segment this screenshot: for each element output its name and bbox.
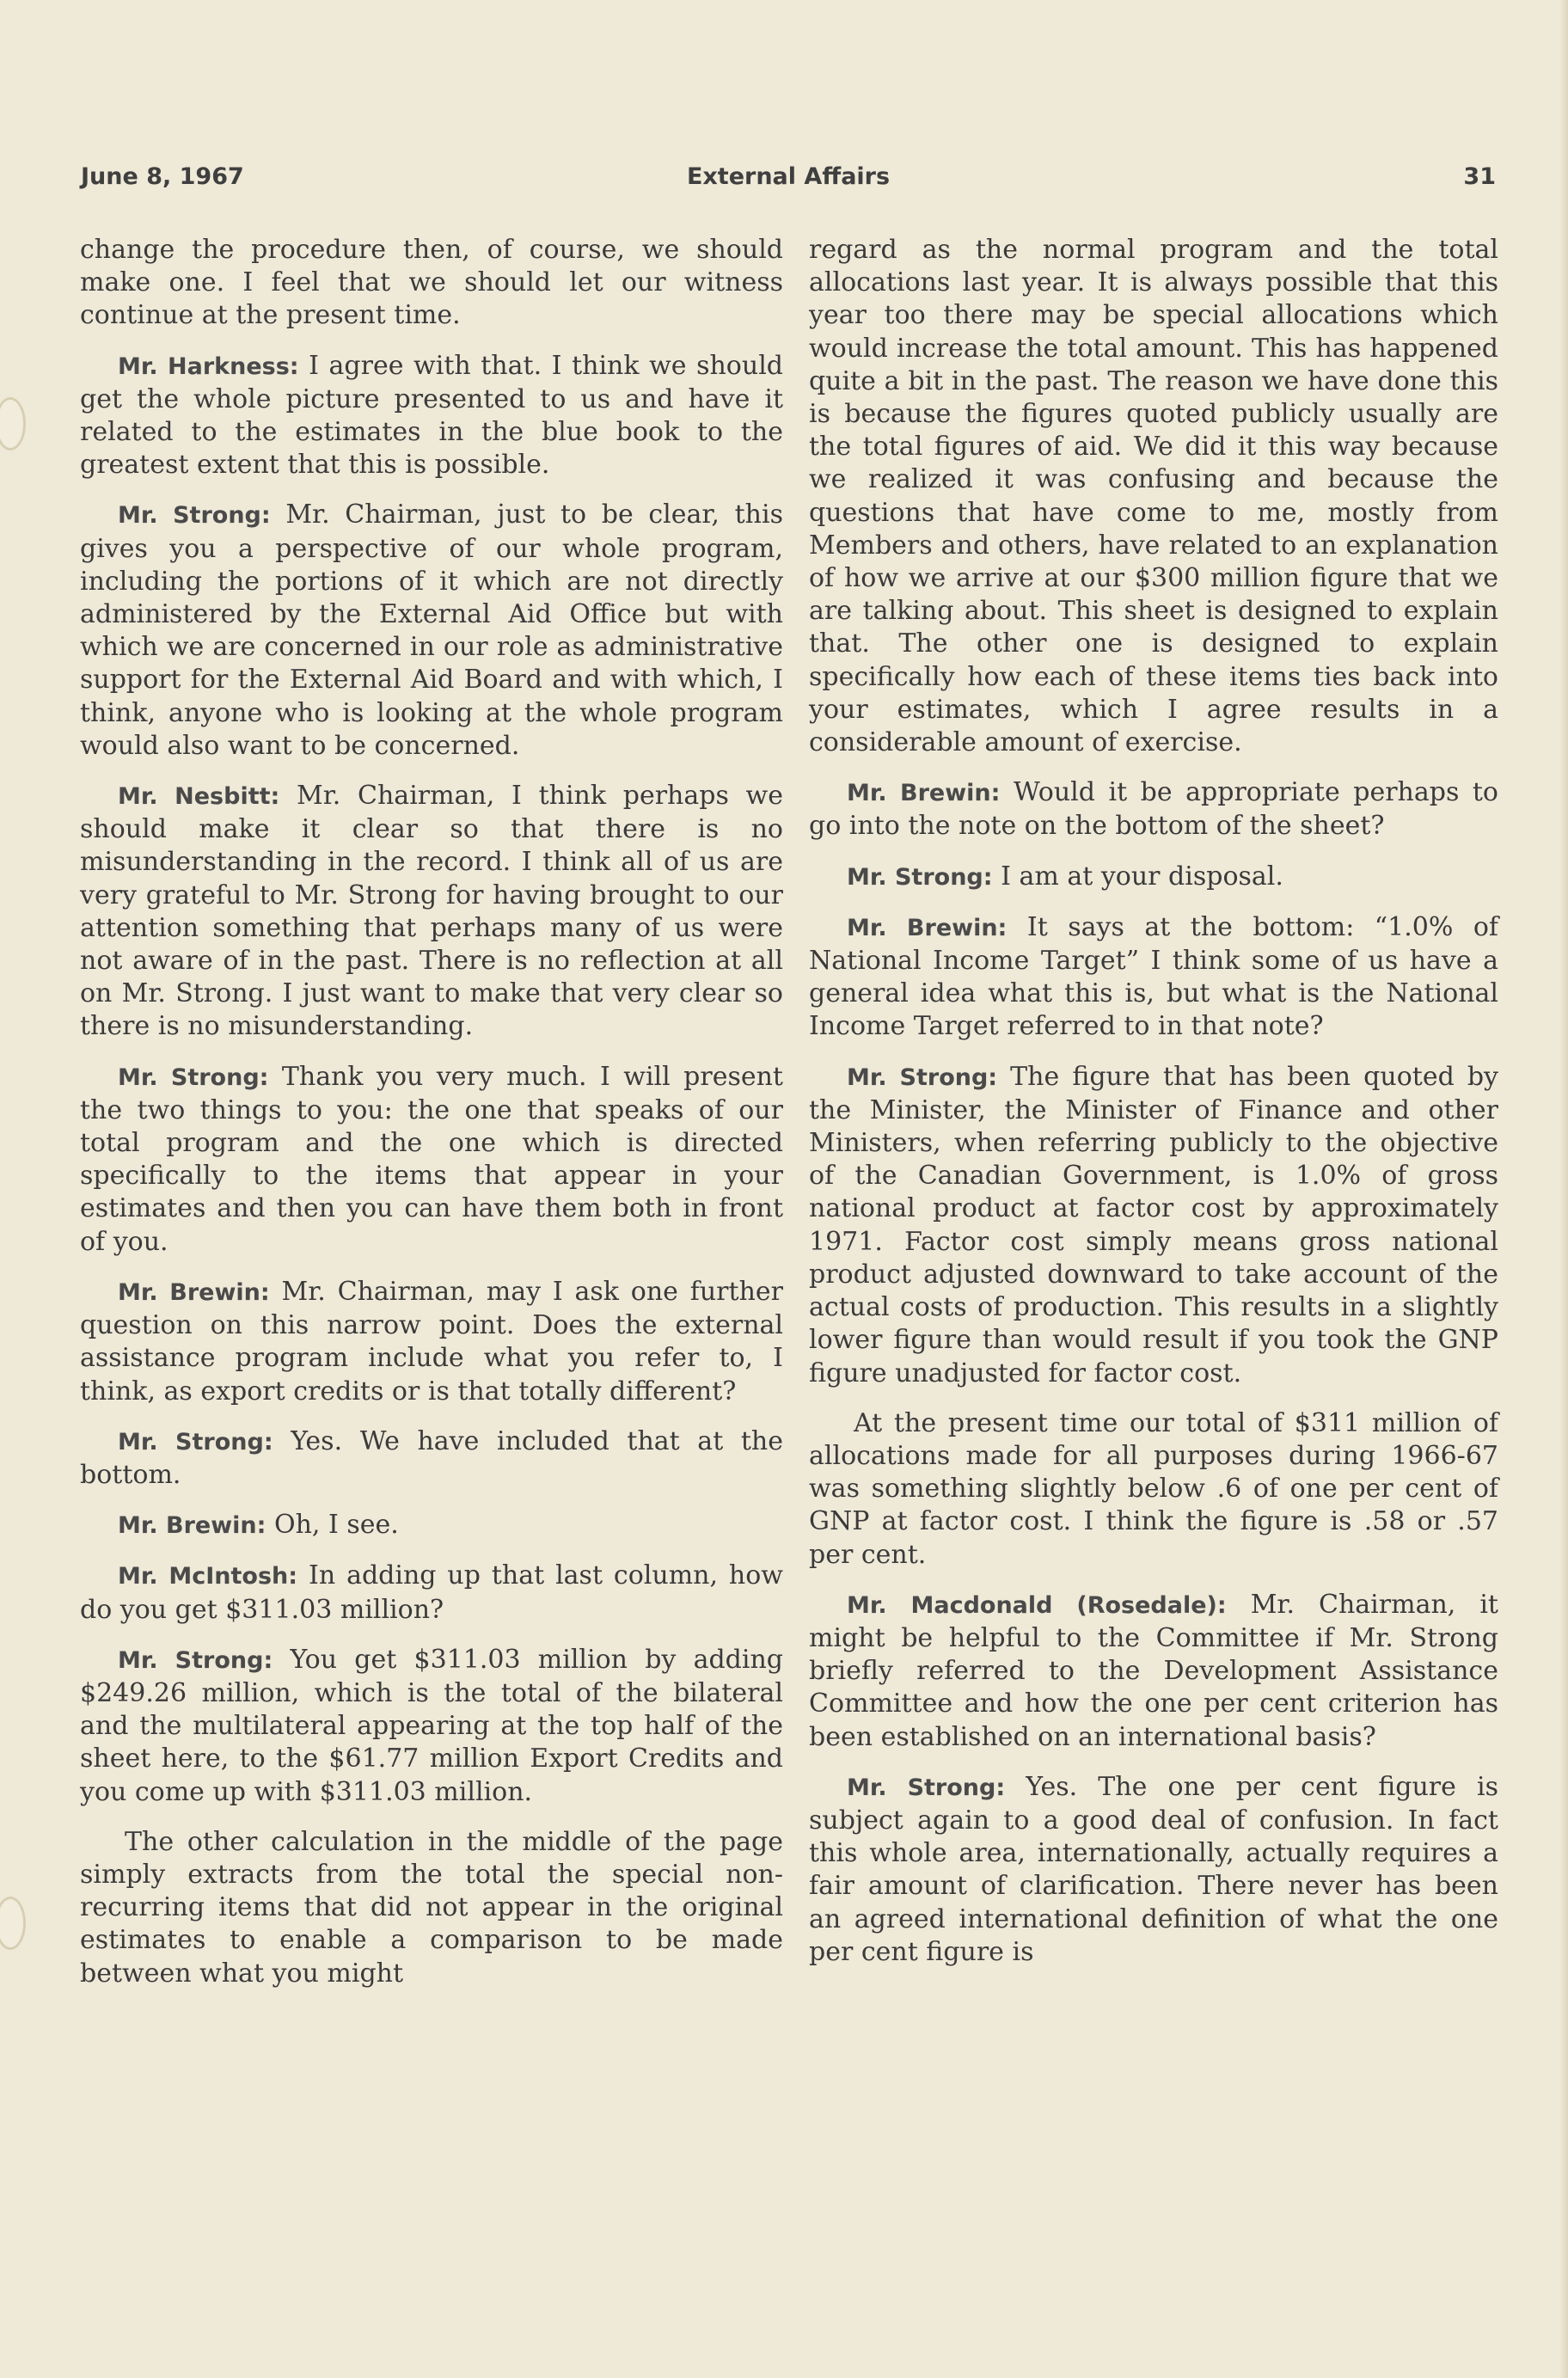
paragraph [809, 1407, 1498, 1572]
speaker-name: Mr. Strong: [118, 1428, 273, 1456]
paragraph-text: Yes. The one per cent figure is subject again to a good deal of confusion. In fact this whole area, internationally, actually requires a fair amount of clarification. There never has been an agreed international definition of what the one per cent figure is [809, 1771, 1498, 1967]
header-date: June 8, 1967 [81, 163, 244, 190]
left-column [80, 234, 783, 2007]
paragraph [80, 234, 783, 333]
paragraph-text: Mr. Chairman, it might be helpful to the Committee if Mr. Strong briefly referred to the Development Assistance Committee and how the one per cent criterion has been established on an international basis? [809, 1589, 1498, 1752]
paragraph-text: Mr. Chairman, I think perhaps we should make it clear so that there is no misunderstanding in the record. I think all of us are very grateful to Mr. Strong for having brought to our attention something that perhaps many of us were not aware of in the past. There is no reflection at all on Mr. Strong. I just want to make that very clear so there is no misunderstanding. [80, 781, 783, 1042]
paragraph [80, 1826, 783, 1990]
paragraph-text: You get $311.03 million by adding $249.26 million, which is the total of the bilateral and the multilateral appearing at the top half of the sheet here, to the $61.77 million Export Credits and you come up with $311.03 million. [80, 1644, 784, 1807]
speaker-name: Mr. Nesbitt: [118, 783, 280, 811]
paragraph [80, 1061, 783, 1259]
paragraph-text: It says at the bottom: “1.0% of National Income Target” I think some of us have a general idea what this is, but what is the National Income Target referred to in that note? [809, 911, 1498, 1042]
speaker-name: Mr. Strong: [847, 1063, 998, 1091]
paragraph-text: I agree with that. I think we should get the whole picture presented to us and have it related to the estimates in the blue book to the greatest extent that this is possible. [80, 350, 783, 481]
speaker-name: Mr. Strong: [118, 1646, 273, 1674]
paragraph [80, 1644, 783, 1809]
speaker-name: Mr. Macdonald (Rosedale): [847, 1591, 1227, 1619]
binding-hole [0, 397, 26, 450]
speaker-name: Mr. Harkness: [118, 352, 299, 380]
speaker-name: Mr. Brewin: [118, 1512, 266, 1540]
paragraph [80, 499, 783, 763]
paragraph-text: Mr. Chairman, may I ask one further question on this narrow point. Does the external assistance program include what you refer to, I think, as export credits or is that totally different? [80, 1276, 783, 1407]
speaker-name: Mr. Brewin: [847, 914, 1008, 941]
paragraph-text: At the present time our total of $311 million of allocations made for all purposes during 1966-67 was something slightly below .6 of one per cent of GNP at factor cost. I think the figure is .58 or .57 per cent. [809, 1407, 1498, 1570]
binding-hole [0, 1897, 26, 1950]
speaker-name: Mr. Strong: [118, 502, 271, 530]
paragraph [80, 780, 783, 1044]
speaker-name: Mr. Brewin: [847, 780, 1001, 807]
paragraph [809, 234, 1498, 759]
paragraph-text: Would it be appropriate perhaps to go into the note on the bottom of the sheet? [809, 777, 1498, 842]
paragraph-text: regard as the normal program and the total allocations last year. It is always possible that this year too there may be special allocations which would increase the total amount. This has happened quite a bit in the past. The reason we have done this is because the figures quoted publicly usually are the total figures of aid. We did it this way because we realized it was confusing and because the questions that have come to me, mostly from Members and others, have related to an explanation of how we arrive at our $300 million figure that we are talking about. This sheet is designed to explain that. The other one is designed to explain specifically how each of these items ties back into your estimates, which I agree results in a considerable amount of exercise. [809, 235, 1498, 758]
paragraph [809, 861, 1498, 894]
paragraph [809, 1771, 1498, 1969]
speaker-name: Mr. McIntosh: [118, 1563, 298, 1590]
paragraph-text: change the procedure then, of course, we should make one. I feel that we should let our witness continue at the present time. [80, 235, 783, 331]
paragraph [80, 1560, 783, 1626]
speaker-name: Mr. Strong: [118, 1063, 269, 1091]
paragraph [80, 1509, 783, 1542]
paragraph-text: I am at your disposal. [1001, 861, 1283, 892]
paragraph-text: The other calculation in the middle of the page simply extracts from the total the special non-recurring items that did not appear in the original estimates to enable a comparison to be made between what you might [80, 1826, 783, 1989]
paragraph [80, 1276, 783, 1408]
header-title: External Affairs [686, 163, 891, 190]
paragraph [80, 350, 783, 482]
right-column [809, 234, 1498, 1986]
paragraph [809, 911, 1498, 1044]
speaker-name: Mr. Strong: [847, 863, 993, 891]
paragraph [809, 1589, 1498, 1754]
paragraph-text: Oh, I see. [273, 1510, 399, 1541]
paragraph-text: Mr. Chairman, just to be clear, this gives you a perspective of our whole program, including the portions of it which are not directly administered by the External Aid Office but with which we are concerned in our role as administrative support for the External Aid Board and with which, I think, anyone who is looking at the whole program would also want to be concerned. [80, 500, 783, 761]
paragraph [80, 1425, 783, 1492]
paragraph-text: Thank you very much. I will present the two things to you: the one that speaks of our total program and the one which is directed specifically to the items that appear in your estimates and then you can have them both in front of you. [80, 1061, 783, 1257]
running-header [81, 163, 1496, 203]
paragraph-text: The figure that has been quoted by the Minister, the Minister of Finance and other Ministers, when referring publicly to the objective of the Canadian Government, is 1.0% of gross national product at factor cost by approximately 1971. Factor cost simply means gross national product adjusted downward to take account of the actual costs of production. This results in a slightly lower figure than would result if you took the GNP figure unadjusted for factor cost. [809, 1061, 1498, 1388]
speaker-name: Mr. Strong: [847, 1774, 1006, 1801]
paragraph [809, 776, 1498, 843]
paragraph-text: In adding up that last column, how do you get $311.03 million? [80, 1560, 783, 1625]
paragraph [809, 1061, 1498, 1390]
page-number: 31 [1463, 163, 1496, 190]
paragraph-text: Yes. We have included that at the bottom. [80, 1425, 783, 1490]
speaker-name: Mr. Brewin: [118, 1278, 270, 1306]
page-edge-shadow [1559, 0, 1568, 2378]
